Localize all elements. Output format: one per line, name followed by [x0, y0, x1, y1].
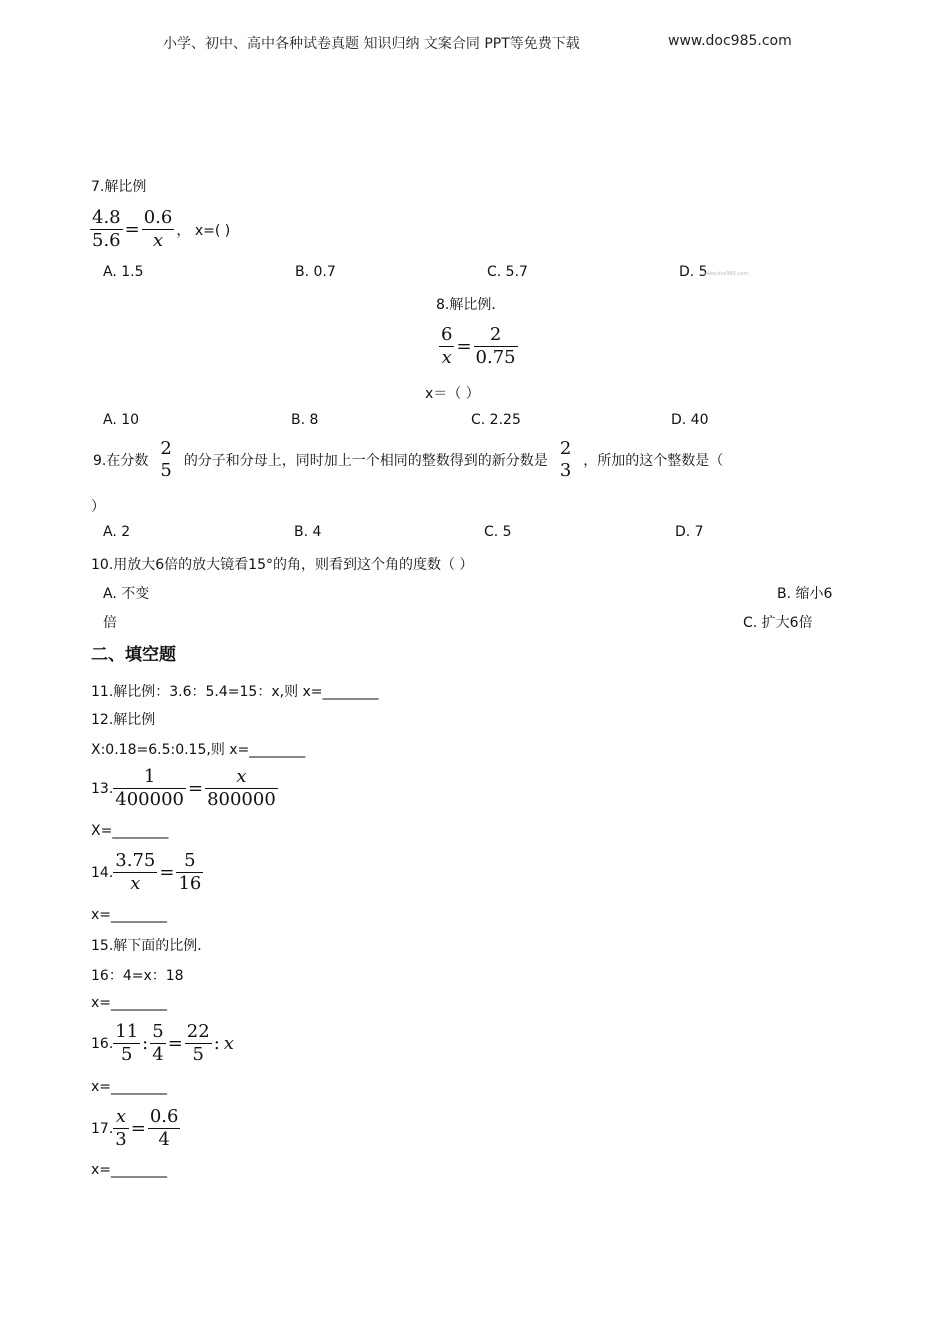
q17-f2-num: 0.6 [149, 1106, 179, 1127]
q14-f1-num: 3.75 [115, 850, 156, 871]
q11-text: 11.解比例：3.6：5.4=15：x,则 x=________ [91, 684, 379, 700]
q9-option-a: A. 2 [103, 524, 131, 540]
q8-equals: = [456, 336, 472, 357]
q16-f2-den: 4 [152, 1044, 164, 1065]
q14-f1-den: x [130, 873, 141, 894]
q17-equals: = [130, 1118, 146, 1139]
q9-post: ，所加的这个整数是（ [583, 453, 724, 469]
q7-f1-num: 4.8 [92, 207, 121, 228]
q16-f1-den: 5 [120, 1044, 133, 1065]
q9-f2-num: 2 [559, 438, 572, 459]
q13-equation [91, 766, 278, 811]
q7-tail: ， x=( ) [176, 222, 231, 239]
q8-f2-num: 2 [474, 324, 518, 347]
q7-fraction-right [142, 207, 175, 252]
q14-pre: 14. [91, 864, 114, 881]
q16-answer: x=________ [91, 1079, 168, 1095]
section-title: 二、填空题 [91, 645, 176, 665]
q7-label: 7.解比例 [91, 179, 147, 195]
q8-label: 8.解比例． [436, 297, 506, 313]
q9-mid: 的分子和分母上，同时加上一个相同的整数得到的新分数是 [183, 453, 548, 469]
q14-answer: x=________ [91, 907, 168, 923]
q7-f1-den: 5.6 [92, 230, 121, 251]
q8-f1-den: x [441, 347, 452, 368]
q14-fraction-right [176, 850, 203, 895]
q13-f1-num: 1 [113, 766, 186, 789]
q12-label: 12.解比例 [91, 712, 156, 728]
q16-equals: = [167, 1033, 183, 1054]
q7-f2-num: 0.6 [143, 207, 173, 228]
q16-fraction-1 [113, 1021, 140, 1066]
q13-fraction-left [113, 766, 186, 811]
q17-f1-den: 3 [115, 1129, 127, 1150]
q17-equation [91, 1106, 180, 1151]
q10-option-b: B. 缩小6 [777, 586, 833, 602]
q13-f2-num: x [236, 766, 247, 787]
q7-fraction-left [90, 207, 123, 252]
header-url: www.doc985.com [668, 33, 792, 49]
q7-option-c: C. 5.7 [487, 264, 528, 280]
q13-fraction-right [205, 766, 278, 811]
q9-fraction-2 [558, 438, 573, 482]
q14-equation [91, 850, 203, 895]
q9-line [91, 438, 725, 482]
header-title: 小学、初中、高中各种试卷真题 知识归纳 文案合同 PPT等免费下载 [163, 36, 580, 52]
q7-option-a: A. 1.5 [103, 264, 144, 280]
q17-fraction-right [148, 1106, 181, 1151]
q15-label: 15.解下面的比例． [91, 938, 212, 954]
q13-pre: 13. [91, 780, 114, 797]
q7-option-d: D. 5 [679, 264, 708, 280]
q12-text: X:0.18=6.5:0.15,则 x=________ [91, 742, 306, 758]
q8-option-d: D. 40 [671, 412, 709, 428]
q16-f3-den: 5 [192, 1044, 204, 1065]
q15-answer: x=________ [91, 995, 168, 1011]
q17-fraction-left [113, 1106, 128, 1151]
q10-option-b-cont: 倍 [103, 615, 117, 631]
q10-option-c: C. 扩大6倍 [743, 615, 813, 631]
q17-f2-den: 4 [158, 1129, 170, 1150]
q7-option-b: B. 0.7 [295, 264, 336, 280]
q17-pre: 17. [91, 1120, 114, 1137]
q9-fraction-1 [158, 438, 173, 482]
q10-text: 10.用放大6倍的放大镜看15°的角，则看到这个角的度数（ ） [91, 557, 474, 573]
q9-option-d: D. 7 [675, 524, 704, 540]
q13-answer: X=________ [91, 823, 169, 839]
q13-f1-den: 400000 [115, 789, 184, 810]
q7-f2-den: x [152, 230, 164, 251]
q7-equals: = [124, 219, 140, 240]
q9-pre: 9.在分数 [93, 453, 149, 469]
q14-f2-num: 5 [176, 850, 203, 873]
q8-f2-den: 0.75 [475, 347, 516, 368]
q16-f1-num: 11 [115, 1021, 139, 1042]
q14-fraction-left [113, 850, 157, 895]
q16-colon-1: : [142, 1033, 149, 1054]
q8-option-b: B. 8 [291, 412, 319, 428]
q10-option-a: A. 不变 [103, 586, 150, 602]
q9-f2-den: 3 [559, 460, 572, 481]
q13-f2-den: 800000 [207, 789, 276, 810]
q9-f1-den: 5 [160, 460, 172, 481]
q8-equation [439, 324, 518, 369]
q8-answer: x＝（ ） [425, 386, 480, 402]
q7-watermark: www.doc985.com [704, 271, 749, 277]
q16-fraction-3 [185, 1021, 212, 1066]
q16-fraction-2 [150, 1021, 165, 1066]
q16-colon-2: : [213, 1033, 220, 1054]
q9-f1-num: 2 [160, 438, 172, 459]
q17-f1-num: x [115, 1106, 127, 1127]
q9-option-b: B. 4 [294, 524, 322, 540]
q14-f2-den: 16 [178, 873, 202, 894]
q15-text: 16：4=x：18 [91, 968, 184, 984]
q16-var: x [223, 1033, 234, 1054]
q17-answer: x=________ [91, 1162, 168, 1178]
q8-fraction-left [439, 324, 454, 369]
q16-f2-num: 5 [152, 1021, 164, 1042]
q8-option-a: A. 10 [103, 412, 140, 428]
q7-equation [90, 207, 232, 252]
q9-option-c: C. 5 [484, 524, 512, 540]
q8-f1-num: 6 [441, 324, 453, 345]
q8-fraction-right [474, 324, 518, 369]
q16-equation [91, 1021, 236, 1066]
q9-close: ） [91, 499, 105, 515]
q14-equals: = [159, 862, 175, 883]
q16-f3-num: 22 [186, 1021, 210, 1042]
q16-pre: 16. [91, 1035, 114, 1052]
q13-equals: = [187, 778, 204, 799]
q8-option-c: C. 2.25 [471, 412, 521, 428]
